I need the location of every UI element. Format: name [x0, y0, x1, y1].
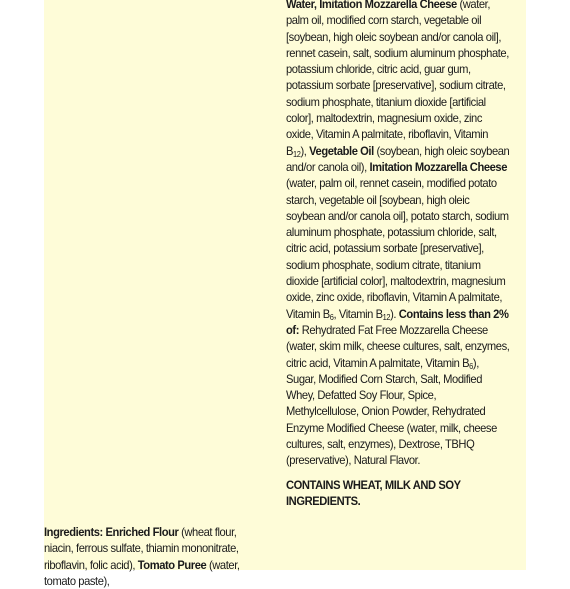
- ingredients-label: Ingredients: Enriched Flour: [44, 525, 179, 539]
- ingredient-detail: (soybean, high oleic soybean and/or canola oil),: [286, 143, 510, 174]
- ingredient-tomato-puree: Tomato Puree: [137, 557, 207, 572]
- ingredients-continued-text: [286, 0, 511, 469]
- subscript: 6: [469, 361, 473, 371]
- ingredient-detail: ),: [300, 143, 310, 158]
- ingredient-less-than-2-percent: Contains less than 2% of:: [286, 306, 509, 337]
- ingredient-detail: , Vitamin B: [333, 306, 383, 321]
- ingredient-detail: (wheat flour, niacin, ferrous sulfate, thiamin mononitrate, riboflavin, folic acid),: [44, 525, 239, 572]
- ingredient-imitation-mozzarella: Imitation Mozzarella Cheese: [369, 159, 508, 174]
- ingredients-start-column: [44, 524, 267, 589]
- subscript: 6: [329, 312, 334, 322]
- ingredient-vegetable-oil: Vegetable Oil: [309, 143, 374, 158]
- ingredient-detail: Rehydrated Fat Free Mozzarella Cheese (water, skim milk, cheese cultures, salt, enzymes, citric acid, Vitamin A palmitate, Vitamin B: [286, 322, 510, 370]
- ingredient-detail: (water, palm oil, modified corn starch, vegetable oil [soybean, high oleic soybean and/or canola oil], rennet casein, salt, sodium aluminum phosphate, potassium chloride, citric acid, guar gum, potassium sorbate [preservative], sodium citrate, sodium phosphate, titanium dioxide [artificial color], maltodextrin, magnesium oxide, zinc oxide, Vitamin A palmitate, riboflavin, Vitamin B: [286, 0, 509, 158]
- ingredient-detail: (water, tomato paste),: [44, 557, 240, 588]
- subscript: 12: [382, 312, 391, 322]
- subscript: 12: [293, 149, 301, 159]
- ingredient-detail: ), Sugar, Modified Corn Starch, Salt, Modified Whey, Defatted Soy Flour, Spice, Methylcellulose, Onion Powder, Rehydrated Enzyme Modified Cheese (water, milk, cheese cultures, salt, enzymes), Dextrose, TBHQ (preservative), Natural Flavor.: [286, 355, 497, 468]
- ingredient-detail: (water, palm oil, rennet casein, modified potato starch, vegetable oil [soybean, high oleic soybean and/or canola oil], potato starch, sodium aluminum phosphate, potassium chloride, salt, citric acid, potassium sorbate [preservative], sodium phosphate, sodium citrate, titanium dioxide [artificial color], maltodextrin, magnesium oxide, zinc oxide, riboflavin, Vitamin A palmitate, Vitamin B: [286, 176, 509, 321]
- ingredients-continued-column: [286, 0, 511, 509]
- ingredient-detail: ).: [390, 306, 399, 321]
- ingredients-start-text: [44, 524, 267, 589]
- ingredient-water-imitation-cheese: Water, Imitation Mozzarella Cheese: [286, 0, 457, 11]
- allergen-statement: CONTAINS WHEAT, MILK AND SOY INGREDIENTS.: [286, 477, 461, 508]
